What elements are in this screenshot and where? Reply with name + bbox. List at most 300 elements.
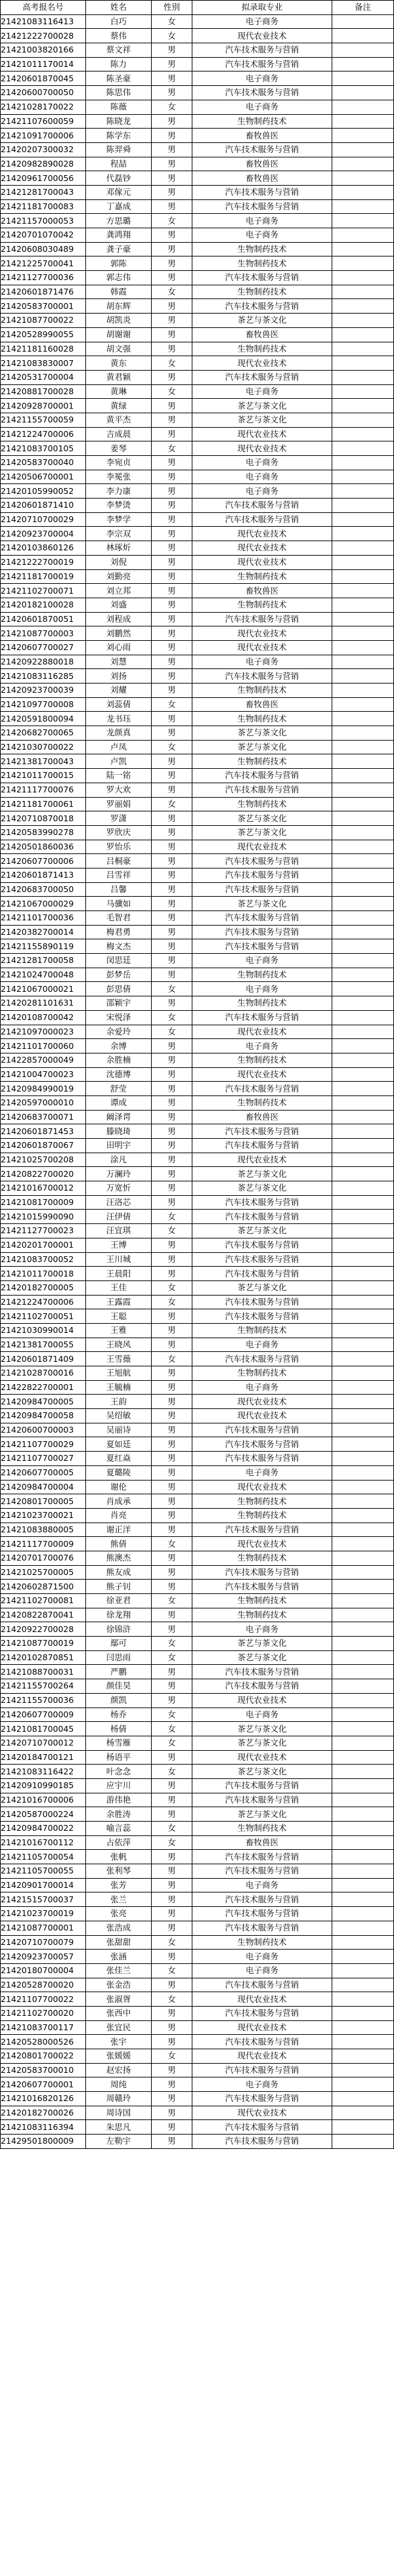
table-row: [1, 1366, 394, 1381]
note-cell: [332, 1267, 394, 1281]
name-cell: 梅君勇: [86, 925, 152, 939]
name-cell: 闫思雨: [86, 1650, 152, 1665]
note-cell: [332, 72, 394, 86]
gender-cell: 女: [152, 1025, 192, 1039]
major-cell: 汽车技术服务与营销: [192, 939, 332, 954]
major-cell: 现代农业技术: [192, 1537, 332, 1551]
name-cell: 张淑胥: [86, 1992, 152, 2007]
major-cell: 汽车技术服务与营销: [192, 1679, 332, 1694]
major-cell: 生物制药技术: [192, 1551, 332, 1565]
exam-id-cell: 21420102870851: [1, 1650, 86, 1665]
gender-cell: 男: [152, 911, 192, 926]
major-cell: 生物制药技术: [192, 754, 332, 769]
gender-cell: 男: [152, 726, 192, 741]
exam-id-cell: 21421003820166: [1, 43, 86, 58]
note-cell: [332, 897, 394, 911]
exam-id-cell: 21421011700018: [1, 1267, 86, 1281]
name-cell: 肖成承: [86, 1494, 152, 1509]
table-row: [1, 726, 394, 741]
note-cell: [332, 840, 394, 854]
major-cell: 茶艺与茶文化: [192, 1637, 332, 1651]
note-cell: [332, 1622, 394, 1637]
name-cell: 张甜甜: [86, 1935, 152, 1950]
exam-id-cell: 21421102700081: [1, 1594, 86, 1608]
exam-id-cell: 21421101700036: [1, 911, 86, 926]
name-cell: 陈力: [86, 57, 152, 72]
exam-id-cell: 21421083700052: [1, 1252, 86, 1267]
gender-cell: 男: [152, 1452, 192, 1466]
table-row: [1, 555, 394, 569]
name-cell: 黄君颖: [86, 370, 152, 384]
exam-id-cell: 21420601871410: [1, 499, 86, 513]
note-cell: [332, 769, 394, 783]
note-cell: [332, 356, 394, 371]
table-row: [1, 1537, 394, 1551]
note-cell: [332, 43, 394, 58]
exam-id-cell: 21420710700012: [1, 1736, 86, 1750]
table-row: [1, 2049, 394, 2064]
table-row: [1, 199, 394, 214]
note-cell: [332, 512, 394, 527]
gender-cell: 男: [152, 1267, 192, 1281]
gender-cell: 男: [152, 640, 192, 655]
name-cell: 汪宜琪: [86, 1224, 152, 1238]
name-cell: 熊友成: [86, 1565, 152, 1580]
major-cell: 电子商务: [192, 1465, 332, 1480]
table-row: [1, 1210, 394, 1224]
gender-cell: 男: [152, 925, 192, 939]
table-row: [1, 1238, 394, 1252]
name-cell: 郭陈: [86, 256, 152, 271]
major-cell: 电子商务: [192, 470, 332, 484]
exam-id-cell: 21420822870041: [1, 1608, 86, 1622]
gender-cell: 男: [152, 1195, 192, 1210]
name-cell: 周诗国: [86, 2106, 152, 2120]
note-cell: [332, 1139, 394, 1153]
gender-cell: 男: [152, 399, 192, 413]
note-cell: [332, 612, 394, 626]
major-cell: 茶艺与茶文化: [192, 1167, 332, 1181]
note-cell: [332, 1067, 394, 1082]
gender-cell: 男: [152, 157, 192, 171]
name-cell: 方思璐: [86, 214, 152, 228]
note-cell: [332, 754, 394, 769]
note-cell: [332, 626, 394, 641]
gender-cell: 女: [152, 982, 192, 996]
gender-cell: 女: [152, 1736, 192, 1750]
name-cell: 李梦烫: [86, 499, 152, 513]
major-cell: 生物制药技术: [192, 1366, 332, 1381]
note-cell: [332, 1465, 394, 1480]
exam-id-cell: 21421016700112: [1, 1835, 86, 1850]
table-row: [1, 1892, 394, 1907]
name-cell: 陆一铭: [86, 769, 152, 783]
exam-id-cell: 21421087700019: [1, 1637, 86, 1651]
name-cell: 刘慧: [86, 655, 152, 669]
exam-id-cell: 21420597000010: [1, 1095, 86, 1110]
exam-id-cell: 21421015990090: [1, 1210, 86, 1224]
major-cell: 茶艺与茶文化: [192, 314, 332, 328]
table-row: [1, 1267, 394, 1281]
note-cell: [332, 185, 394, 199]
gender-cell: 男: [152, 114, 192, 129]
exam-id-cell: 21420901700014: [1, 1878, 86, 1892]
name-cell: 张利琴: [86, 1864, 152, 1879]
major-cell: 茶艺与茶文化: [192, 1722, 332, 1736]
table-row: [1, 1963, 394, 1978]
major-cell: 汽车技术服务与营销: [192, 1139, 332, 1153]
note-cell: [332, 868, 394, 882]
exam-id-cell: 21421088700031: [1, 1665, 86, 1679]
gender-cell: 男: [152, 684, 192, 698]
gender-cell: 男: [152, 512, 192, 527]
gender-cell: 男: [152, 1095, 192, 1110]
gender-cell: 男: [152, 2063, 192, 2077]
table-row: [1, 1323, 394, 1338]
table-row: [1, 1722, 394, 1736]
major-cell: 畜牧兽医: [192, 327, 332, 342]
table-row: [1, 470, 394, 484]
exam-id-cell: 21421083116413: [1, 14, 86, 29]
exam-id-cell: 21420607700005: [1, 1465, 86, 1480]
major-cell: 电子商务: [192, 100, 332, 114]
name-cell: 卢凯: [86, 754, 152, 769]
note-cell: [332, 783, 394, 797]
note-cell: [332, 57, 394, 72]
gender-cell: 女: [152, 1963, 192, 1978]
name-cell: 蔡文祥: [86, 43, 152, 58]
exam-id-cell: 21421030990014: [1, 1323, 86, 1338]
note-cell: [332, 684, 394, 698]
table-row: [1, 939, 394, 954]
exam-id-cell: 21421127700036: [1, 271, 86, 285]
table-row: [1, 612, 394, 626]
gender-cell: 男: [152, 1892, 192, 1907]
major-cell: 茶艺与茶文化: [192, 811, 332, 826]
note-cell: [332, 470, 394, 484]
name-cell: 李宗双: [86, 527, 152, 541]
note-cell: [332, 1494, 394, 1509]
gender-cell: 男: [152, 1750, 192, 1765]
gender-cell: 男: [152, 1907, 192, 1921]
note-cell: [332, 1167, 394, 1181]
note-cell: [332, 1778, 394, 1793]
table-row: [1, 342, 394, 356]
note-cell: [332, 427, 394, 441]
exam-id-cell: 21420822700020: [1, 1167, 86, 1181]
major-cell: 电子商务: [192, 2077, 332, 2092]
major-cell: 汽车技术服务与营销: [192, 1921, 332, 1935]
note-cell: [332, 541, 394, 556]
gender-cell: 女: [152, 1352, 192, 1366]
note-cell: [332, 499, 394, 513]
note-cell: [332, 1978, 394, 1992]
gender-cell: 男: [152, 256, 192, 271]
major-cell: 生物制药技术: [192, 342, 332, 356]
note-cell: [332, 726, 394, 741]
note-cell: [332, 1039, 394, 1053]
note-cell: [332, 1707, 394, 1722]
table-row: [1, 57, 394, 72]
table-row: [1, 996, 394, 1011]
major-cell: 茶艺与茶文化: [192, 897, 332, 911]
major-cell: 汽车技术服务与营销: [192, 1850, 332, 1864]
name-cell: 沈德博: [86, 1067, 152, 1082]
exam-id-cell: 21421025700208: [1, 1153, 86, 1167]
table-row: [1, 100, 394, 114]
major-cell: 生物制药技术: [192, 996, 332, 1011]
major-cell: 现代农业技术: [192, 840, 332, 854]
name-cell: 杨雪雁: [86, 1736, 152, 1750]
exam-id-cell: 21421225700041: [1, 256, 86, 271]
name-cell: 李冕张: [86, 470, 152, 484]
table-row: [1, 1409, 394, 1423]
gender-cell: 女: [152, 1010, 192, 1025]
table-row: [1, 1437, 394, 1452]
table-row: [1, 1167, 394, 1181]
gender-cell: 男: [152, 1167, 192, 1181]
table-row: [1, 327, 394, 342]
header-major: 拟录取专业: [192, 1, 332, 15]
note-cell: [332, 370, 394, 384]
table-row: [1, 1465, 394, 1480]
major-cell: 现代农业技术: [192, 2020, 332, 2035]
exam-id-cell: 21421107700022: [1, 1992, 86, 2007]
name-cell: 刘蕊倩: [86, 697, 152, 712]
gender-cell: 男: [152, 484, 192, 499]
major-cell: 现代农业技术: [192, 1025, 332, 1039]
gender-cell: 女: [152, 740, 192, 754]
major-cell: 生物制药技术: [192, 1053, 332, 1067]
name-cell: 游伟艳: [86, 1793, 152, 1807]
note-cell: [332, 1878, 394, 1892]
major-cell: 茶艺与茶文化: [192, 825, 332, 840]
major-cell: 茶艺与茶文化: [192, 1807, 332, 1822]
name-cell: 夏红焱: [86, 1452, 152, 1466]
name-cell: 张芳: [86, 1878, 152, 1892]
table-row: [1, 1921, 394, 1935]
note-cell: [332, 157, 394, 171]
name-cell: 黄绿: [86, 399, 152, 413]
major-cell: 汽车技术服务与营销: [192, 1978, 332, 1992]
gender-cell: 女: [152, 14, 192, 29]
gender-cell: 男: [152, 1508, 192, 1523]
name-cell: 王旭航: [86, 1366, 152, 1381]
note-cell: [332, 697, 394, 712]
major-cell: 电子商务: [192, 1622, 332, 1637]
gender-cell: 女: [152, 697, 192, 712]
exam-id-cell: 21420601871413: [1, 868, 86, 882]
table-row: [1, 1039, 394, 1053]
exam-id-cell: 21420601871453: [1, 1124, 86, 1139]
major-cell: 汽车技术服务与营销: [192, 1452, 332, 1466]
gender-cell: 男: [152, 1864, 192, 1879]
table-row: [1, 840, 394, 854]
major-cell: 汽车技术服务与营销: [192, 1309, 332, 1324]
exam-id-cell: 21420607700027: [1, 640, 86, 655]
exam-id-cell: 21421067000021: [1, 982, 86, 996]
table-row: [1, 1110, 394, 1124]
name-cell: 梅文杰: [86, 939, 152, 954]
major-cell: 电子商务: [192, 655, 332, 669]
major-cell: 现代农业技术: [192, 1153, 332, 1167]
table-row: [1, 541, 394, 556]
major-cell: 生物制药技术: [192, 968, 332, 982]
name-cell: 鄢可: [86, 1637, 152, 1651]
major-cell: 汽车技术服务与营销: [192, 57, 332, 72]
major-cell: 生物制药技术: [192, 712, 332, 726]
gender-cell: 男: [152, 1679, 192, 1694]
exam-id-cell: 21420961700056: [1, 171, 86, 186]
gender-cell: 男: [152, 142, 192, 157]
name-cell: 颜佳昊: [86, 1679, 152, 1694]
exam-id-cell: 21421101700060: [1, 1039, 86, 1053]
table-row: [1, 1978, 394, 1992]
gender-cell: 女: [152, 1992, 192, 2007]
exam-id-cell: 21421025700005: [1, 1565, 86, 1580]
note-cell: [332, 1452, 394, 1466]
exam-id-cell: 21420601871409: [1, 1352, 86, 1366]
major-cell: 畜牧兽医: [192, 697, 332, 712]
table-row: [1, 72, 394, 86]
exam-id-cell: 21420984990019: [1, 1082, 86, 1096]
table-row: [1, 684, 394, 698]
name-cell: 陈学东: [86, 129, 152, 143]
major-cell: 茶艺与茶文化: [192, 1765, 332, 1779]
name-cell: 徐锦浒: [86, 1622, 152, 1637]
gender-cell: 男: [152, 1309, 192, 1324]
gender-cell: 男: [152, 882, 192, 897]
note-cell: [332, 1181, 394, 1196]
major-cell: 生物制药技术: [192, 569, 332, 584]
exam-id-cell: 21420801700005: [1, 1494, 86, 1509]
exam-id-cell: 21420682700065: [1, 726, 86, 741]
note-cell: [332, 2106, 394, 2120]
note-cell: [332, 1565, 394, 1580]
gender-cell: 男: [152, 1338, 192, 1352]
major-cell: 汽车技术服务与营销: [192, 911, 332, 926]
gender-cell: 女: [152, 1650, 192, 1665]
major-cell: 茶艺与茶文化: [192, 1224, 332, 1238]
major-cell: 汽车技术服务与营销: [192, 769, 332, 783]
name-cell: 龙颜真: [86, 726, 152, 741]
exam-id-cell: 21420600700003: [1, 1423, 86, 1437]
note-cell: [332, 1765, 394, 1779]
note-cell: [332, 569, 394, 584]
gender-cell: 男: [152, 555, 192, 569]
major-cell: 电子商务: [192, 1380, 332, 1395]
major-cell: 茶艺与茶文化: [192, 1181, 332, 1196]
major-cell: 汽车技术服务与营销: [192, 2063, 332, 2077]
table-row: [1, 2035, 394, 2049]
note-cell: [332, 825, 394, 840]
name-cell: 徐亚君: [86, 1594, 152, 1608]
major-cell: 畜牧兽医: [192, 129, 332, 143]
name-cell: 吴丽诗: [86, 1423, 152, 1437]
name-cell: 赵宏扬: [86, 2063, 152, 2077]
exam-id-cell: 21421081700045: [1, 1722, 86, 1736]
note-cell: [332, 911, 394, 926]
major-cell: 生物制药技术: [192, 285, 332, 299]
name-cell: 郭志伟: [86, 271, 152, 285]
note-cell: [332, 925, 394, 939]
table-row: [1, 29, 394, 43]
exam-id-cell: 21421181700061: [1, 797, 86, 811]
table-row: [1, 157, 394, 171]
gender-cell: 男: [152, 1181, 192, 1196]
exam-id-cell: 21422857000049: [1, 1053, 86, 1067]
note-cell: [332, 14, 394, 29]
note-cell: [332, 86, 394, 100]
exam-id-cell: 21420984700022: [1, 1822, 86, 1836]
table-row: [1, 86, 394, 100]
note-cell: [332, 954, 394, 968]
exam-id-cell: 21421083880005: [1, 1523, 86, 1537]
name-cell: 余博: [86, 1039, 152, 1053]
exam-id-cell: 21420587000224: [1, 1807, 86, 1822]
note-cell: [332, 1650, 394, 1665]
gender-cell: 男: [152, 1523, 192, 1537]
gender-cell: 女: [152, 214, 192, 228]
name-cell: 徐龙翔: [86, 1608, 152, 1622]
table-row: [1, 1067, 394, 1082]
gender-cell: 男: [152, 1807, 192, 1822]
major-cell: 汽车技术服务与营销: [192, 1437, 332, 1452]
name-cell: 张亮: [86, 1907, 152, 1921]
gender-cell: 女: [152, 1722, 192, 1736]
name-cell: 胡凯炎: [86, 314, 152, 328]
gender-cell: 男: [152, 840, 192, 854]
major-cell: 现代农业技术: [192, 29, 332, 43]
exam-id-cell: 21420528990055: [1, 327, 86, 342]
name-cell: 王博: [86, 1238, 152, 1252]
note-cell: [332, 2049, 394, 2064]
gender-cell: 男: [152, 1580, 192, 1594]
gender-cell: 男: [152, 1622, 192, 1637]
exam-id-cell: 21421181700083: [1, 199, 86, 214]
major-cell: 生物制药技术: [192, 1508, 332, 1523]
table-row: [1, 1309, 394, 1324]
table-row: [1, 14, 394, 29]
exam-id-cell: 21421028170022: [1, 100, 86, 114]
name-cell: 姜琴: [86, 441, 152, 456]
gender-cell: 男: [152, 171, 192, 186]
header-exam-id: 高考报名号: [1, 1, 86, 15]
gender-cell: 男: [152, 1238, 192, 1252]
exam-id-cell: 21421004700023: [1, 1067, 86, 1082]
exam-id-cell: 21420607700006: [1, 854, 86, 869]
exam-id-cell: 21421105700054: [1, 1850, 86, 1864]
gender-cell: 男: [152, 242, 192, 256]
note-cell: [332, 1580, 394, 1594]
table-row: [1, 1580, 394, 1594]
major-cell: 电子商务: [192, 484, 332, 499]
note-cell: [332, 100, 394, 114]
gender-cell: 男: [152, 783, 192, 797]
note-cell: [332, 285, 394, 299]
header-name: 姓名: [86, 1, 152, 15]
table-row: [1, 1280, 394, 1295]
table-row: [1, 1907, 394, 1921]
gender-cell: 男: [152, 499, 192, 513]
gender-cell: 女: [152, 356, 192, 371]
note-cell: [332, 1679, 394, 1694]
name-cell: 刘鹏然: [86, 626, 152, 641]
note-cell: [332, 598, 394, 612]
gender-cell: 男: [152, 584, 192, 598]
exam-id-cell: 21421224700006: [1, 427, 86, 441]
gender-cell: 男: [152, 1067, 192, 1082]
